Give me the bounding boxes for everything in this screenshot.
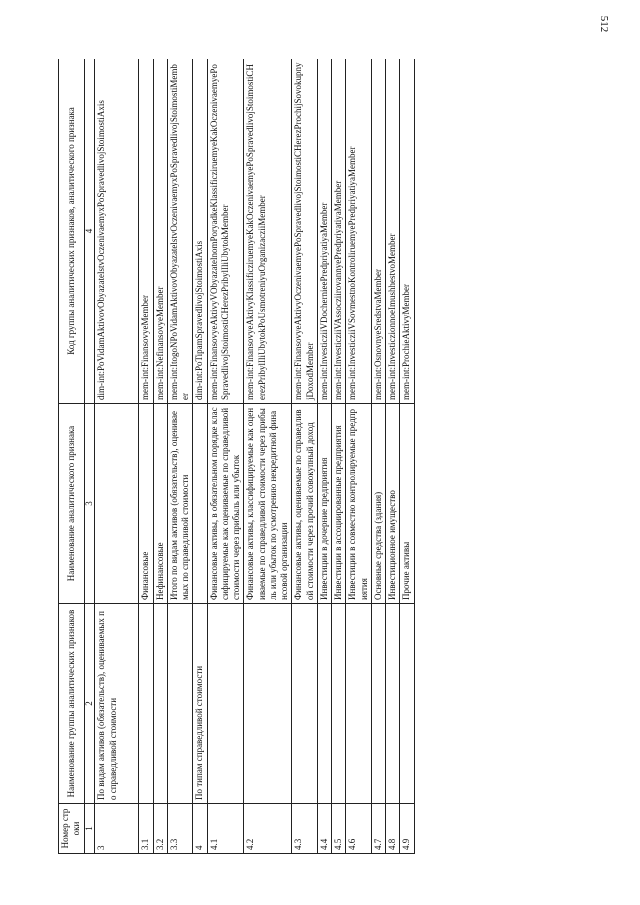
- table-row: [317, 59, 331, 854]
- row-number: 4.8: [386, 804, 400, 854]
- feature-name: Инвестиционное имущество: [386, 404, 400, 604]
- row-number: 4.5: [332, 804, 346, 854]
- code: mem-int:FinansovyeAktivyOczenivaemyePoSpravedlivojStoimostiCHerezProchijSovokupnyjDoxodMember: [292, 59, 318, 404]
- row-number: 4: [193, 804, 207, 854]
- code: mem-int:OsnovnyeSredstvaMember: [371, 59, 385, 404]
- table-row: [400, 59, 414, 854]
- group-name: [153, 604, 167, 804]
- feature-name: Инвестиции в ассоциированные предприятия: [332, 404, 346, 604]
- row-number: 3.2: [153, 804, 167, 854]
- feature-name: Финансовые активы, оцениваемые по справедливой стоимости через прочий совокупный доход: [292, 404, 318, 604]
- feature-name: Прочие активы: [400, 404, 414, 604]
- feature-name: Итого по видам активов (обязательств), оцениваемых по справедливой стоимости: [167, 404, 193, 604]
- code: mem-int:NefinansovyeMember: [153, 59, 167, 404]
- header-cell-code: Код группы аналитических признаков, аналитического признака: [59, 59, 85, 404]
- header-cell-group-name: Наименование группы аналитических признаков: [59, 604, 85, 804]
- group-name: [167, 604, 193, 804]
- column-number: 4: [84, 59, 95, 404]
- analytic-features-table: [58, 59, 415, 854]
- code: mem-int:InvesticziiVSovmestnoKontroliruemyePredpriyatiyaMember: [346, 59, 372, 404]
- code: mem-int:ProchieAktivyMember: [400, 59, 414, 404]
- group-name: [292, 604, 318, 804]
- group-name: [371, 604, 385, 804]
- row-number: 4.6: [346, 804, 372, 854]
- code: mem-int:FinansovyeMember: [139, 59, 153, 404]
- feature-name: Инвестиции в дочерние предприятия: [317, 404, 331, 604]
- table-row: [346, 59, 372, 854]
- code: mem-int:FinansovyeAktivyKlassificziruemyeKakOczenivaemyePoSpravedlivojStoimostiCHerezPribylIliUbytokPoUsmotreniyuOrganizacziiMember: [244, 59, 292, 404]
- header-cell-feature-name: Наименование аналитического признака: [59, 404, 85, 604]
- group-name: [400, 604, 414, 804]
- group-name: По видам активов (обязательств), оцениваемых по справедливой стоимости: [95, 604, 139, 804]
- feature-name: Основные средства (здания): [371, 404, 385, 604]
- table-wrapper: [58, 59, 568, 854]
- feature-name: Финансовые: [139, 404, 153, 604]
- row-number: 4.4: [317, 804, 331, 854]
- code: mem-int:ItogoNPoVidamAktivovObyazatelstvOczenivaemyxPoSpravedlivojStoimostiMember: [167, 59, 193, 404]
- group-name: [244, 604, 292, 804]
- code: mem-int:InvesticzionnoeImushhestvoMember: [386, 59, 400, 404]
- row-number: 4.3: [292, 804, 318, 854]
- group-name: [386, 604, 400, 804]
- table-row: [193, 59, 207, 854]
- table-row: [95, 59, 139, 854]
- row-number: 4.2: [244, 804, 292, 854]
- group-name: [332, 604, 346, 804]
- group-name: [317, 604, 331, 804]
- feature-name: Инвестиции в совместно контролируемые предприятия: [346, 404, 372, 604]
- group-name: [207, 604, 244, 804]
- table-row: [292, 59, 318, 854]
- rotated-page-area: [58, 59, 568, 854]
- header-row: [59, 59, 85, 854]
- code: dim-int:PoVidamAktivovObyazatelstvOczenivaemyxPoSpravedlivojStoimostiAxis: [95, 59, 139, 404]
- group-name: [346, 604, 372, 804]
- column-number: 1: [84, 804, 95, 854]
- code: mem-int:FinansovyeAktivyVObyazatelnomPoryadkeKlassificziruemyeKakOczenivaemyePoSpravedlivojStoimostiCHerezPribylIliUbytokMember: [207, 59, 244, 404]
- row-number: 4.1: [207, 804, 244, 854]
- table-row: [244, 59, 292, 854]
- table-row: [386, 59, 400, 854]
- page-number: 512: [598, 15, 610, 33]
- group-name: По типам справедливой стоимости: [193, 604, 207, 804]
- code: mem-int:InvesticziiVAssocziirovannyePredpriyatiyaMember: [332, 59, 346, 404]
- header-cell-row-number: Номер строки: [59, 804, 85, 854]
- feature-name: Нефинансовые: [153, 404, 167, 604]
- table-row: [371, 59, 385, 854]
- feature-name: [193, 404, 207, 604]
- row-number: 3: [95, 804, 139, 854]
- feature-name: [95, 404, 139, 604]
- row-number: 4.7: [371, 804, 385, 854]
- column-number-row: [84, 59, 95, 854]
- table-row: [207, 59, 244, 854]
- code: dim-int:PoTipamSpravedlivojStoimostiAxis: [193, 59, 207, 404]
- table-row: [153, 59, 167, 854]
- column-number: 2: [84, 604, 95, 804]
- row-number: 3.1: [139, 804, 153, 854]
- table-row: [332, 59, 346, 854]
- group-name: [139, 604, 153, 804]
- row-number: 4.9: [400, 804, 414, 854]
- column-number: 3: [84, 404, 95, 604]
- row-number: 3.3: [167, 804, 193, 854]
- table-row: [167, 59, 193, 854]
- feature-name: Финансовые активы, в обязательном порядке классифицируемые как оцениваемые по справедливой стоимости через прибыль или убыток: [207, 404, 244, 604]
- table-row: [139, 59, 153, 854]
- code: mem-int:InvesticziiVDochernieePredpriyatiyaMember: [317, 59, 331, 404]
- feature-name: Финансовые активы, классифицируемые как оцениваемые по справедливой стоимости через прибыль или убыток по усмотрению некредитной финансовой организации: [244, 404, 292, 604]
